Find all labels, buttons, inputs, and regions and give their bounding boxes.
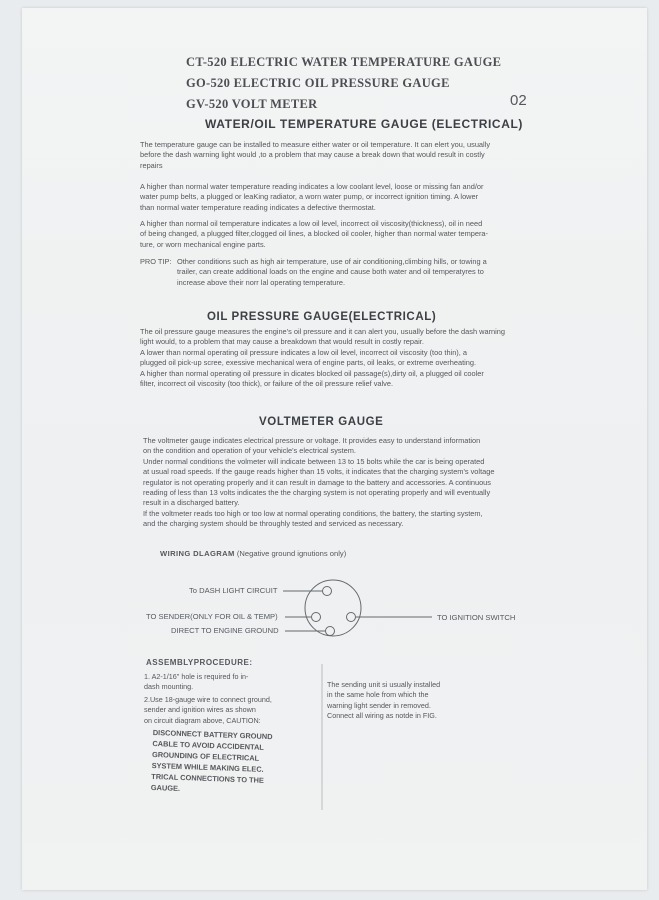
- label-dash-light: To DASH LIGHT CIRCUIT: [189, 586, 278, 595]
- header-line-1: CT-520 ELECTRIC WATER TEMPERATURE GAUGE: [186, 55, 502, 69]
- water-paragraph-3: A higher than normal oil temperature indicates a low oil level, incorrect oil viscosity(thickness), oil in need of being changed, a plugged filter,clogged oil lines, a blocked oil cooler, higher than normal water tempera- ture, or worn mechanical engine parts.: [140, 219, 488, 249]
- terminal-ground: [326, 627, 335, 636]
- assembly-step-1: 1. A2-1/16" hole is required fo in- dash mounting.: [144, 672, 249, 692]
- water-paragraph-1: The temperature gauge can be installed to measure either water or oil temperature. It can elert you, usually before the dash warning light would ,to a problem that may cause a break down that would result in costly repairs: [140, 140, 491, 170]
- oil-section-title: OIL PRESSURE GAUGE(ELECTRICAL): [207, 311, 437, 323]
- wiring-subtitle: (Negative ground ignutions only): [236, 549, 347, 558]
- page-number: 02: [510, 92, 527, 109]
- terminal-sender: [312, 613, 321, 622]
- water-section-title: WATER/OIL TEMPERATURE GAUGE (ELECTRICAL): [205, 117, 523, 131]
- assembly-title: ASSEMBLYPROCEDURE:: [146, 658, 253, 667]
- water-paragraph-2: A higher than normal water temperature reading indicates a low coolant level, loose or missing fan and/or water pump belts, a plugged or leaKing radiator, a worn water pump, or incorrect ignition timing. A lower than normal water temperature reading indicates a defective thermostat.: [140, 182, 484, 212]
- volt-paragraph: The voltmeter gauge indicates electrical pressure or voltage. It provides easy to understand information on the condition and operation of your vehicle's electrical system. Under normal conditions the volmeter will indicate between 13 to 15 bolts while the car is being operated at usual road speeds. If the gauge reads higher than 15 volts, it indicates that the charging system's voltage regulator is not operating properly and it can result in damage to the battery and accessories. A continuous reading of less than 13 volts indicates the the charging system is not operating properly and will eventually result in a discharged battery. If the voltmeter reads too high or too low at normal operating conditions, the battery, the starting system, and the charging system should be throughly tested and serviced as necessary.: [143, 436, 495, 529]
- assembly-caution: DISCONNECT BATTERY GROUND CABLE TO AVOID ACCIDENTAL GROUNDING OF ELECTRICAL SYSTEM WHILE MAKING ELEC. TRICAL CONNECTIONS TO THE GAUGE.: [150, 727, 273, 793]
- terminal-lamp: [323, 587, 332, 596]
- pro-tip-label: PRO TIP:: [140, 257, 172, 266]
- pro-tip-text: Other conditions such as high air temperature, use of air conditioning,climbing hills, or towing a trailer, can create additional loads on the engine and cause both water and oil temperatyres to increase above their norr lal operating temperature.: [177, 257, 487, 287]
- label-engine-ground: DIRECT TO ENGINE GROUND: [171, 626, 279, 635]
- label-sender: TO SENDER(ONLY FOR OIL & TEMP): [146, 612, 278, 621]
- volt-section-title: VOLTMETER GAUGE: [259, 416, 384, 428]
- terminal-ignition: [347, 613, 356, 622]
- header-line-3: GV-520 VOLT METER: [186, 97, 318, 111]
- header-line-2: GO-520 ELECTRIC OIL PRESSURE GAUGE: [186, 76, 450, 90]
- wiring-title: WIRING DLAGRAM: [160, 549, 235, 558]
- label-ignition-switch: TO IGNITION SWITCH: [437, 613, 516, 622]
- sender-note: The sending unit si usually installed in the same hole from which the warning light sender in removed. Connect all wiring as notde in FIG.: [327, 680, 441, 721]
- oil-paragraph: The oil pressure gauge measures the engine's oil pressure and it can alert you, usually before the dash warning light would, to a problem that may cause a breakdown that would result in costly repair. A lower than normal operating oil pressure indicates a low oil level, incorrect oil viscosity (too thin), a plugged oil pick-up scree, exessive mechanical wera of engine parts, oil leaks, or extreme overheating. A higher than normal operating oil pressure in dicates blocked oil passage(s),dirty oil, a plugged oil cooler filter, incorrect oil viscosity (too thick), or failure of the oil pressure relief valve.: [140, 327, 505, 389]
- assembly-step-2: 2.Use 18-gauge wire to connect ground, sender and ignition wires as shown on circuit diagram above, CAUTION:: [144, 695, 272, 725]
